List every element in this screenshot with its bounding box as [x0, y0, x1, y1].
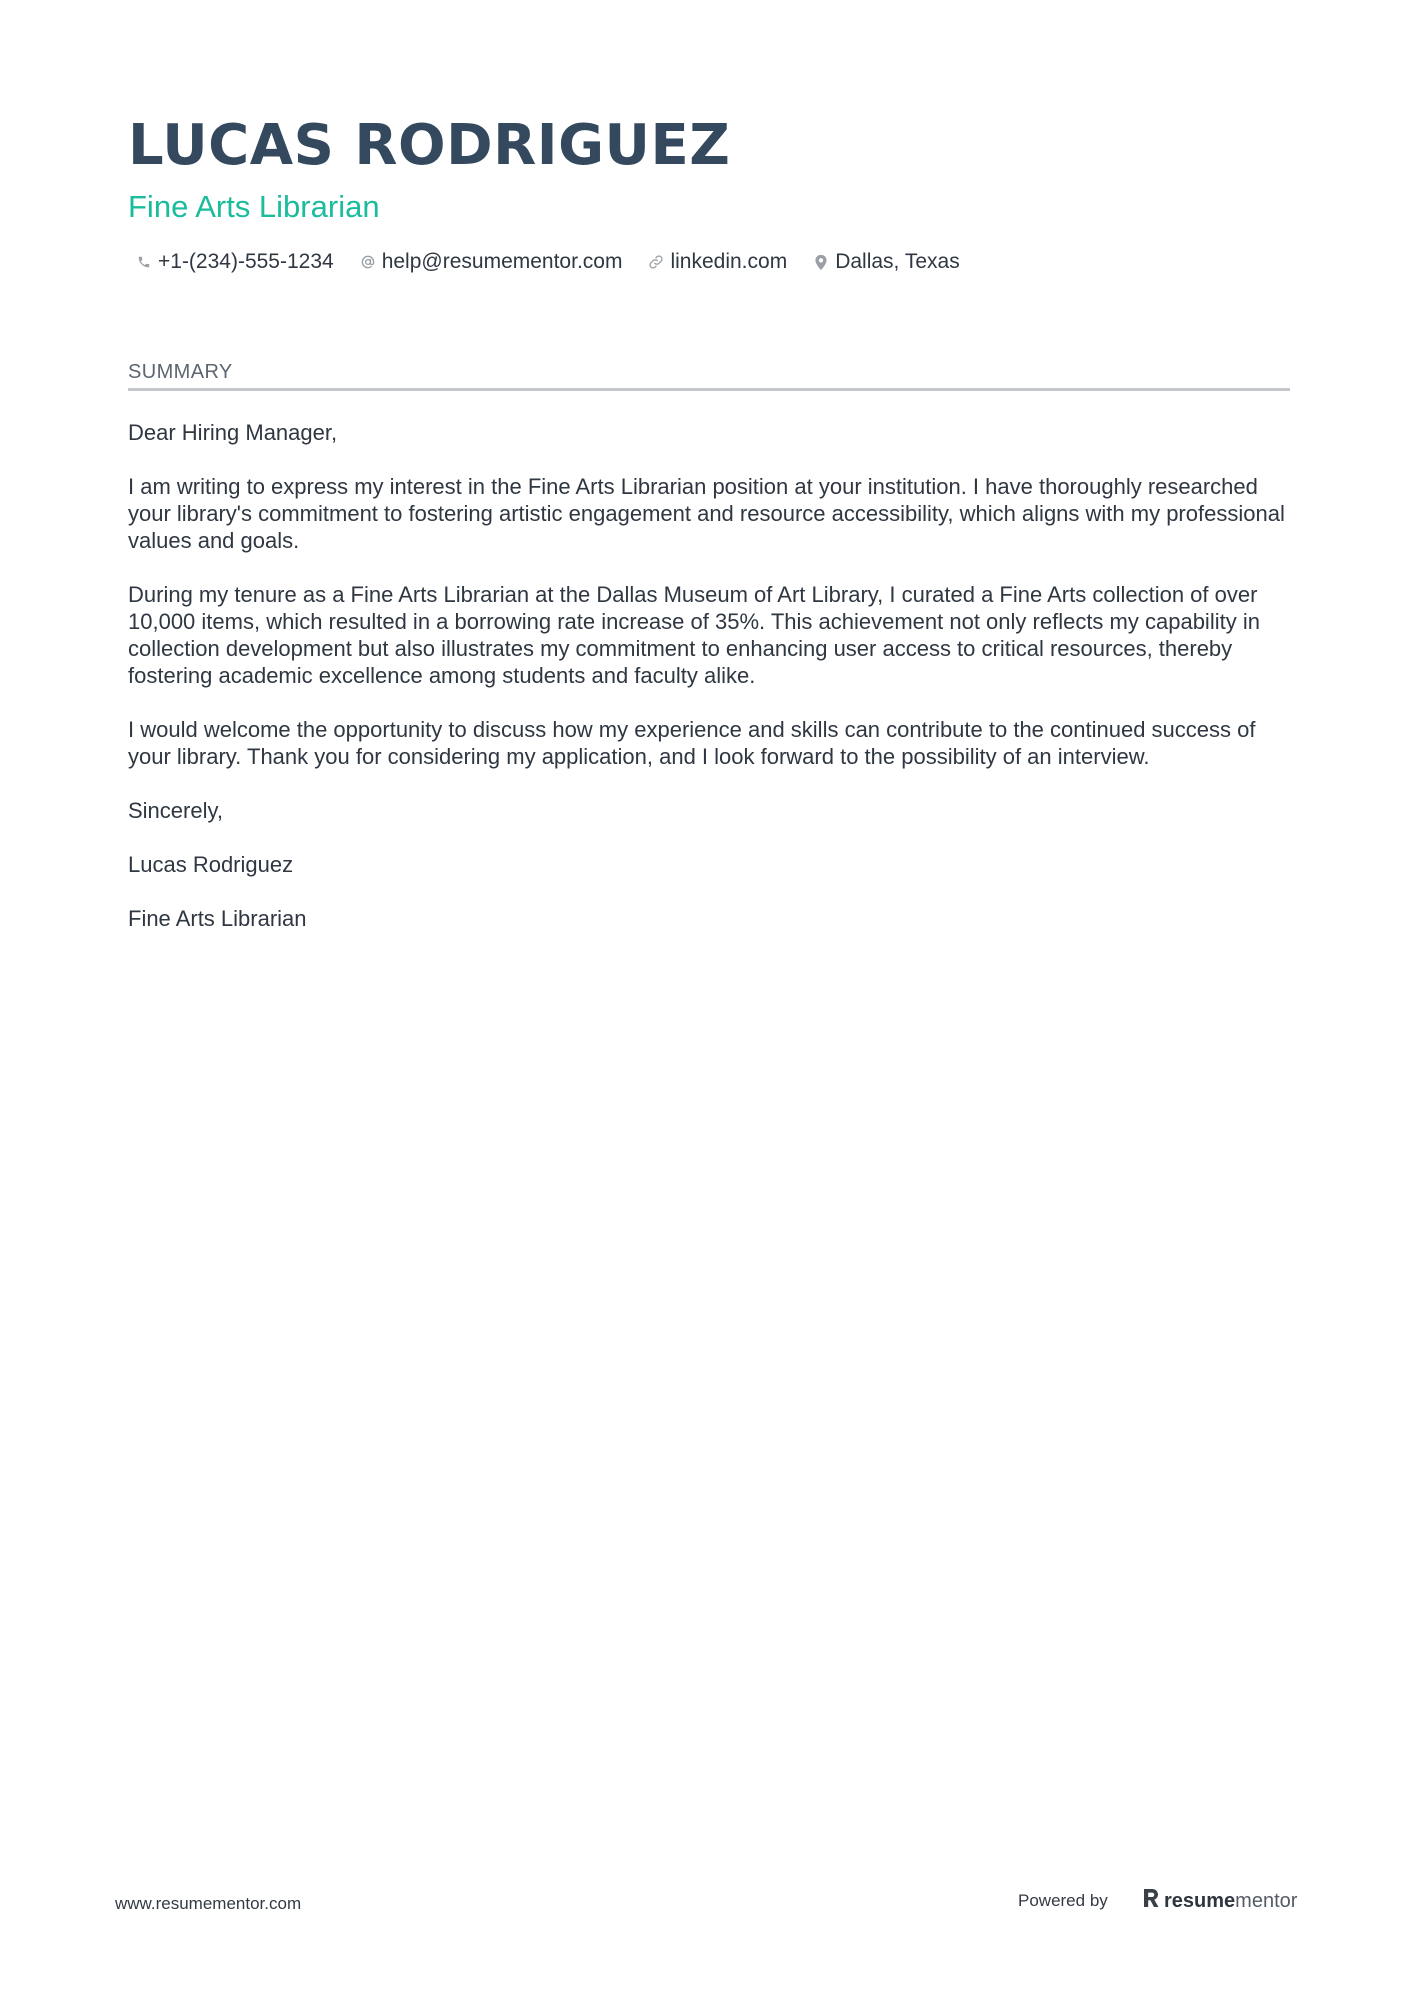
- brand-logo[interactable]: [1142, 1887, 1297, 1915]
- phone-icon: [136, 253, 152, 271]
- letter-paragraph: I would welcome the opportunity to discuss how my experience and skills can contribute to the continued success of your library. Thank you for considering my application, and I look forward to the possibility of an interview.: [128, 717, 1256, 769]
- phone-text: +1-(234)-555-1234: [158, 250, 334, 273]
- header: [128, 112, 1288, 276]
- signature-title: Fine Arts Librarian: [128, 906, 307, 931]
- brand-name-light: mentor: [1235, 1889, 1298, 1912]
- link-icon: [648, 253, 664, 271]
- contact-email: [360, 248, 623, 276]
- candidate-name: LUCAS RODRIGUEZ: [128, 113, 731, 178]
- location-pin-icon: [813, 253, 829, 271]
- closing: Sincerely,: [128, 798, 223, 823]
- job-title: Fine Arts Librarian: [128, 189, 380, 224]
- email-link[interactable]: help@resumementor.com: [381, 250, 623, 273]
- contact-row: [128, 248, 1288, 276]
- location-text: Dallas, Texas: [835, 250, 960, 273]
- signature-name: Lucas Rodriguez: [128, 852, 294, 877]
- linkedin-link[interactable]: linkedin.com: [670, 250, 788, 273]
- letter-paragraph: I am writing to express my interest in the Fine Arts Librarian position at your institution. I have thoroughly researched your library's commitment to fostering artistic engagement and resource accessibility, which aligns with my professional values and goals.: [128, 474, 1285, 553]
- contact-location: [813, 248, 960, 276]
- cover-letter-body: [128, 419, 1290, 932]
- footer-url[interactable]: www.resumementor.com: [115, 1894, 302, 1913]
- section-heading: SUMMARY: [128, 358, 1290, 391]
- salutation: Dear Hiring Manager,: [128, 420, 338, 445]
- brand-name-bold: resume: [1164, 1889, 1236, 1912]
- summary-section: [128, 358, 1290, 959]
- contact-phone: [136, 248, 334, 276]
- resumementor-logo-icon: [1142, 1887, 1160, 1915]
- at-icon: [360, 253, 376, 271]
- contact-linkedin: [648, 248, 787, 276]
- powered-by-label: Powered by: [1018, 1891, 1108, 1910]
- letter-paragraph: During my tenure as a Fine Arts Librarian at the Dallas Museum of Art Library, I curated a Fine Arts collection of over 10,000 items, which resulted in a borrowing rate increase of 35%. This achievement not only reflects my capability in collection development but also illustrates my commitment to enhancing user access to critical resources, thereby fostering academic excellence among students and faculty alike.: [128, 582, 1260, 688]
